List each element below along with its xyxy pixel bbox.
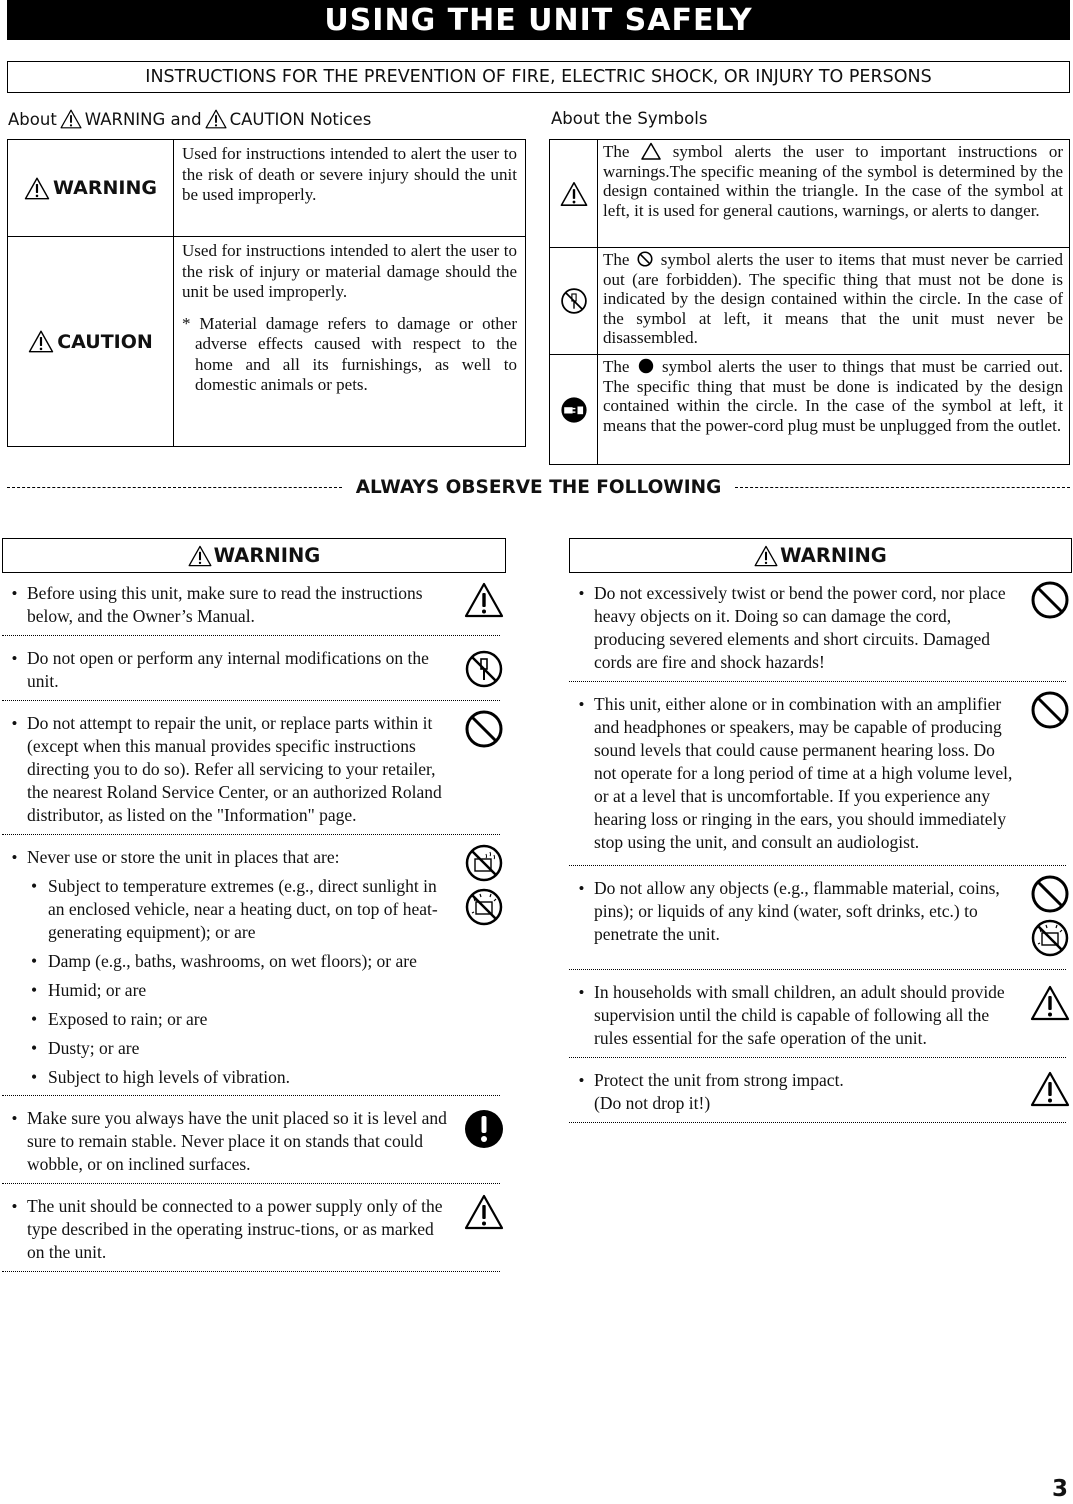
list-item-text: The unit should be connected to a power supply only of the type described in the operating instruc-tions, or as marked on the unit. [27,1196,443,1262]
bullet: • [11,1109,18,1128]
no-wet-area-icon [464,843,504,883]
prohibition-icon [1030,874,1070,914]
no-disassembly-icon [560,287,588,315]
filled-circle-icon [636,357,656,375]
notices-heading-warning: WARNING and [84,109,202,129]
bullet: • [11,584,18,603]
bullet: • [578,879,585,898]
caution-notice-row [8,237,525,446]
dotted-separator [569,681,1066,682]
page-number: 3 [1051,1476,1068,1502]
page-subtitle: INSTRUCTIONS FOR THE PREVENTION OF FIRE, ELECTRIC SHOCK, OR INJURY TO PERSONS [7,61,1070,93]
list-item [2,1107,506,1176]
symbol-text: symbol alerts the user to things that must be carried out. The specific thing that must be done is indicated by the design contained within the circle. In the case of the symbol at left, it means that the power-cord plug must be unplugged from the outlet. [603,357,1064,435]
dotted-separator [2,1183,500,1184]
dotted-separator [2,1271,500,1272]
list-item [2,846,506,1089]
bullet: • [11,714,18,733]
caution-text: Used for instructions intended to alert the user to the risk of injury or material damage should the unit be used improperly. [182,241,517,301]
list-item-text: Do not excessively twist or bend the power cord, nor place heavy objects on it. Doing so can damage the cord, producing severed elements and short circuits. Damaged cords are fire and shock hazards! [594,583,1006,672]
warning-triangle-icon [60,109,82,129]
symbol-cell [550,355,598,464]
caution-triangle-icon [1030,983,1070,1023]
sub-list-item: • Subject to high levels of vibration. [27,1066,456,1089]
list-item [569,877,1072,962]
symbol-description [598,140,1069,247]
caution-triangle-icon [464,580,504,620]
caution-triangle-icon [28,330,54,353]
dotted-separator [2,1095,500,1096]
left-warning-column [2,538,506,1283]
notices-heading-about: About [8,109,57,129]
warning-description [174,140,525,236]
no-water-splash-icon [1030,918,1070,958]
sub-list-item: • Dusty; or are [27,1037,456,1060]
symbols-heading-text: About the Symbols [551,109,708,128]
dotted-separator [569,865,1066,866]
symbol-cell [550,140,598,247]
dashed-rule [7,487,342,488]
unplug-icon [560,396,588,424]
sub-list-item: • Exposed to rain; or are [27,1008,456,1031]
symbols-heading [551,109,707,128]
notices-table [7,139,526,447]
caution-triangle-icon [205,109,227,129]
warning-triangle-icon [24,177,50,200]
symbol-text-pre: The [603,357,630,376]
list-item [2,712,506,827]
list-item-text: Do not open or perform any internal modifications on the unit. [27,648,429,691]
list-item [2,1195,506,1264]
dotted-separator [569,969,1066,970]
bullet: • [578,584,585,603]
list-item-text: Do not attempt to repair the unit, or replace parts within it (except when this manual provides specific instructions directing you to do so). Refer all servicing to your retailer, the nearest Roland Service Center, or an authorized Roland distributor, as listed on the "Information" page. [27,713,442,825]
sub-list-item: • Subject to temperature extremes (e.g., direct sunlight in an enclosed vehicle, near a heating duct, on top of heat-generating equipment); or are [27,875,456,944]
sub-list-item: • Damp (e.g., baths, washrooms, on wet floors); or are [27,950,456,973]
notices-heading [8,109,371,129]
list-item [569,981,1072,1050]
warning-header-label: WARNING [780,544,887,567]
list-item-text [594,1069,1017,1115]
symbol-text-pre: The [603,250,630,269]
dotted-separator [569,1057,1066,1058]
list-item-text: Do not allow any objects (e.g., flammable material, coins, pins); or liquids of any kind (water, soft drinks, etc.) to penetrate the unit. [594,878,1000,944]
list-item [569,582,1072,674]
list-item-line: (Do not drop it!) [594,1093,711,1113]
warning-label: WARNING [53,177,157,199]
symbol-cell [550,248,598,354]
mandatory-action-icon [464,1109,504,1149]
bullet: • [11,1197,18,1216]
symbol-row-prohibited [550,248,1069,355]
dotted-separator [2,635,500,636]
warning-label-cell [8,140,174,236]
caution-description [174,237,525,446]
list-item [2,647,506,693]
caution-triangle-icon [560,180,588,208]
warning-header [569,538,1072,573]
symbols-table [549,139,1070,465]
prohibition-icon [1030,580,1070,620]
warning-notice-row [8,140,525,237]
sub-list-item: • Humid; or are [27,979,456,1002]
list-item [2,582,506,628]
notices-heading-caution: CAUTION Notices [229,109,372,129]
list-item [569,693,1072,854]
prohibition-circle-icon [635,250,655,268]
list-item [569,1069,1072,1115]
right-warning-column [569,538,1072,1134]
symbol-text: symbol alerts the user to important instructions or warnings.The specific meaning of the symbol is determined by the design contained within the triangle. In the case of the symbol at left, it is used for general cautions, warnings, or alerts to danger. [603,142,1064,220]
page-title: USING THE UNIT SAFELY [7,0,1070,40]
list-item-text: This unit, either alone or in combination with an amplifier and headphones or speakers, may be capable of producing sound levels that could cause permanent hearing loss. Do not operate for a long period of time at a high volume level, or at a level that is uncomfortable. If you experience any hearing loss or ringing in the ears, you should immediately stop using the unit, and consult an audiologist. [594,694,1013,852]
symbol-description [598,248,1069,354]
dotted-separator [569,1122,1066,1123]
open-triangle-icon [641,142,661,160]
symbol-text-pre: The [603,142,630,161]
bullet: • [578,983,585,1002]
no-disassembly-icon [464,649,504,689]
bullet: • [578,695,585,714]
prohibition-icon [464,709,504,749]
bullet: • [11,848,18,867]
symbol-row-mandatory [550,355,1069,464]
prohibition-icon [1030,690,1070,730]
bullet: • [11,649,18,668]
dotted-separator [2,834,500,835]
caution-triangle-icon [1030,1069,1070,1109]
list-item-text: Never use or store the unit in places that are: [27,847,340,867]
always-observe-heading: ALWAYS OBSERVE THE FOLLOWING [355,476,722,498]
list-item-line: Protect the unit from strong impact. [594,1070,844,1090]
list-item-text: Make sure you always have the unit placed so it is level and sure to remain stable. Never place it on stands that could wobble, or on inclined surfaces. [27,1108,447,1174]
caution-label: CAUTION [57,330,153,353]
caution-triangle-icon [464,1192,504,1232]
always-observe-divider [7,474,1070,500]
symbol-description [598,355,1069,464]
warning-triangle-icon [754,545,778,567]
list-item-text: Before using this unit, make sure to read the instructions below, and the Owner’s Manual. [27,583,423,626]
caution-footnote: * Material damage refers to damage or other adverse effects caused with respect to the home and all its furnishings, as well to domestic animals or pets. [182,313,517,394]
bullet: • [578,1071,585,1090]
caution-label-cell [8,237,174,446]
symbol-row-caution [550,140,1069,248]
dashed-rule [735,487,1070,488]
list-item-text: In households with small children, an adult should provide supervision until the child is capable of following all the rules essential for the safe operation of the unit. [594,982,1005,1048]
warning-triangle-icon [188,545,212,567]
dotted-separator [2,700,500,701]
warning-header-label: WARNING [213,544,321,567]
no-water-splash-icon [464,887,504,927]
warning-header [2,538,506,573]
symbol-text: symbol alerts the user to items that must never be carried out (are forbidden). The specific thing that must not be done is indicated by the design contained within the circle. In the case of the symbol at left, it means that the unit must never be disassembled. [603,250,1064,348]
warning-text: Used for instructions intended to alert the user to the risk of death or severe injury should the unit be used improperly. [182,144,517,204]
